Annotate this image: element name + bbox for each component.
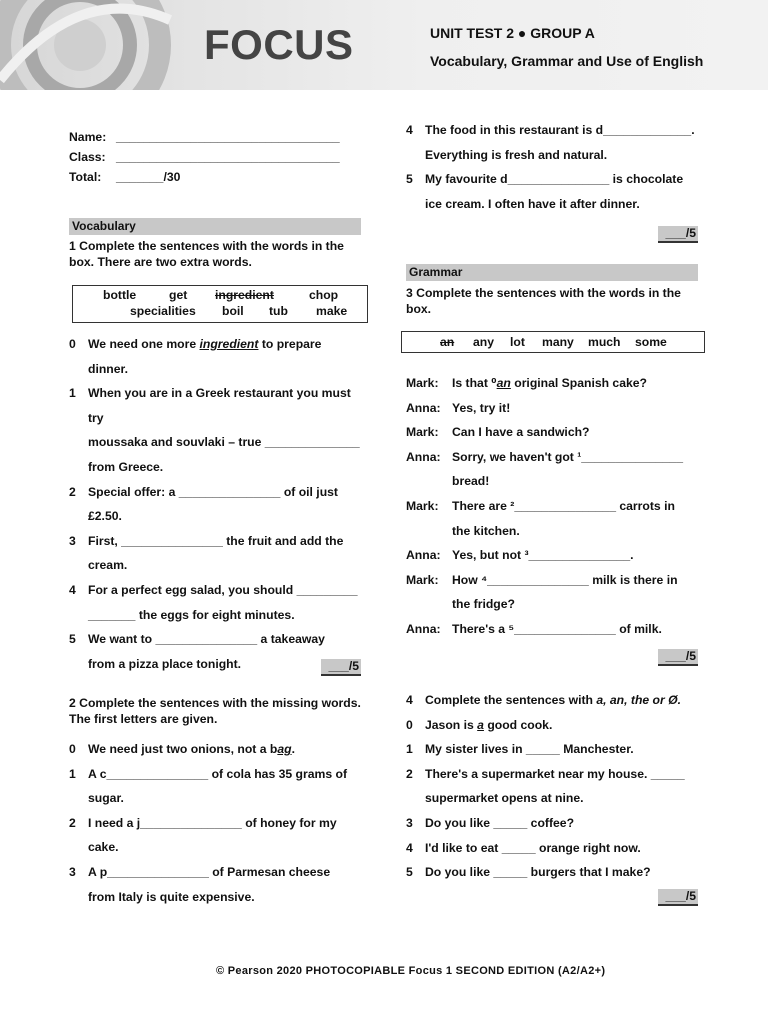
test-subtitle: Vocabulary, Grammar and Use of English — [430, 53, 704, 69]
page-footer: © Pearson 2020 PHOTOCOPIABLE Focus 1 SECOND EDITION (A2/A2+) — [216, 965, 606, 977]
box-word: bottle — [103, 288, 137, 302]
ex2-list-right — [406, 118, 706, 216]
list-item[interactable]: 5 We want to _______________ a takeaway from a pizza place tonight. — [69, 632, 325, 671]
ex2-score[interactable]: ___/5 — [658, 226, 698, 243]
box-word: some — [635, 335, 667, 349]
ex3-score[interactable]: ___/5 — [658, 649, 698, 666]
list-item[interactable]: 2 I need a j_______________ of honey for my cake. — [69, 815, 337, 855]
total-field[interactable]: _______/30 — [116, 170, 181, 184]
name-field[interactable]: _________________________________ — [116, 130, 340, 144]
student-info — [69, 127, 340, 187]
name-label: Name: — [69, 130, 107, 144]
word-box-3 — [401, 331, 705, 353]
ex4-list — [406, 688, 706, 885]
ex3-instruction: 3 Complete the sentences with the words in the box. — [406, 286, 681, 316]
example-answer: an — [496, 376, 511, 390]
list-item[interactable]: 5 Do you like _____ burgers that I make? — [406, 865, 651, 880]
dialogue-line[interactable]: Anna: Sorry, we haven't got ¹_______________ bread! — [406, 449, 683, 489]
unit-title: UNIT TEST 2 ● GROUP A — [430, 25, 595, 41]
box-word: tub — [269, 304, 288, 318]
dialogue-line[interactable]: Mark: There are ²_______________ carrots in the kitchen. — [406, 498, 675, 538]
list-item[interactable]: 4 The food in this restaurant is d_____________. Everything is fresh and natural. — [406, 123, 695, 162]
list-item[interactable]: 3 Do you like _____ coffee? — [406, 815, 575, 830]
grammar-heading: Grammar — [406, 264, 698, 281]
ex4-instruction: 4 Complete the sentences with a, an, the or Ø. — [406, 693, 681, 707]
list-item[interactable]: 4 I'd like to eat _____ orange right now. — [406, 840, 641, 855]
ex4-score[interactable]: ___/5 — [658, 889, 698, 906]
dialogue-line: Mark: Can I have a sandwich? — [406, 425, 590, 440]
list-item: 0 Jason is a good cook. — [406, 717, 553, 732]
list-item: 0 We need one more ingredient to prepare dinner. — [69, 337, 322, 376]
box-word-used: an — [440, 335, 455, 349]
list-item[interactable]: 5 My favourite d_______________ is chocolate ice cream. I often have it after dinner. — [406, 172, 684, 211]
dialogue-line[interactable]: Anna: There's a ⁵_______________ of milk. — [406, 621, 662, 636]
list-item: 0 We need just two onions, not a bag. — [69, 742, 295, 756]
list-item[interactable]: 4 For a perfect egg salad, you should _________ _______ the eggs for eight minutes. — [69, 582, 358, 622]
class-field[interactable]: _________________________________ — [116, 150, 340, 164]
list-item[interactable]: 2 There's a supermarket near my house. _____ supermarket opens at nine. — [406, 766, 685, 806]
focus-logo: FOCUS — [204, 21, 354, 68]
box-word-used: ingredient — [215, 288, 274, 302]
list-item[interactable]: 3 A p_______________ of Parmesan cheese from Italy is quite expensive. — [69, 864, 331, 904]
example-answer: ag — [277, 742, 292, 756]
list-item[interactable]: 1 A c_______________ of cola has 35 grams of sugar. — [69, 766, 348, 806]
dialogue-line[interactable]: Mark: How ⁴_______________ milk is there in the fridge? — [406, 572, 678, 612]
list-item[interactable]: 3 First, _______________ the fruit and add the cream. — [69, 533, 344, 573]
box-word: any — [473, 335, 495, 349]
dialogue-line: Mark: Is that ⁰an original Spanish cake? — [406, 376, 647, 390]
box-word: much — [588, 335, 621, 349]
list-item[interactable]: 2 Special offer: a _______________ of oil just £2.50. — [69, 484, 338, 524]
class-label: Class: — [69, 150, 106, 164]
box-word: chop — [309, 288, 339, 302]
swirl-graphic — [0, 0, 180, 90]
word-box-1 — [72, 285, 368, 323]
list-item[interactable]: 1 When you are in a Greek restaurant you must try moussaka and souvlaki – true ______________ from Greece. — [69, 386, 360, 474]
ex2-instruction: 2 Complete the sentences with the missing words. The first letters are given. — [69, 696, 361, 726]
box-word: lot — [510, 335, 525, 349]
ex1-score[interactable]: ___/5 — [321, 659, 361, 676]
example-answer: a — [477, 717, 484, 732]
ex2-list-left — [69, 737, 369, 909]
box-word: specialities — [130, 304, 196, 318]
dialogue-line: Anna: Yes, try it! — [406, 400, 511, 415]
total-label: Total: — [69, 170, 102, 184]
example-answer: ingredient — [199, 337, 259, 351]
box-word: many — [542, 335, 574, 349]
list-item[interactable]: 1 My sister lives in _____ Manchester. — [406, 742, 634, 757]
box-word: get — [169, 288, 188, 302]
vocabulary-heading: Vocabulary — [69, 218, 361, 235]
ex1-list — [69, 332, 369, 676]
dialogue-line[interactable]: Anna: Yes, but not ³_______________. — [406, 548, 634, 563]
ex1-instruction: 1 Complete the sentences with the words in the box. There are two extra words. — [69, 239, 344, 269]
box-word: boil — [222, 304, 244, 318]
box-word: make — [316, 304, 348, 318]
page-header — [0, 0, 768, 90]
dialogue — [406, 371, 706, 642]
